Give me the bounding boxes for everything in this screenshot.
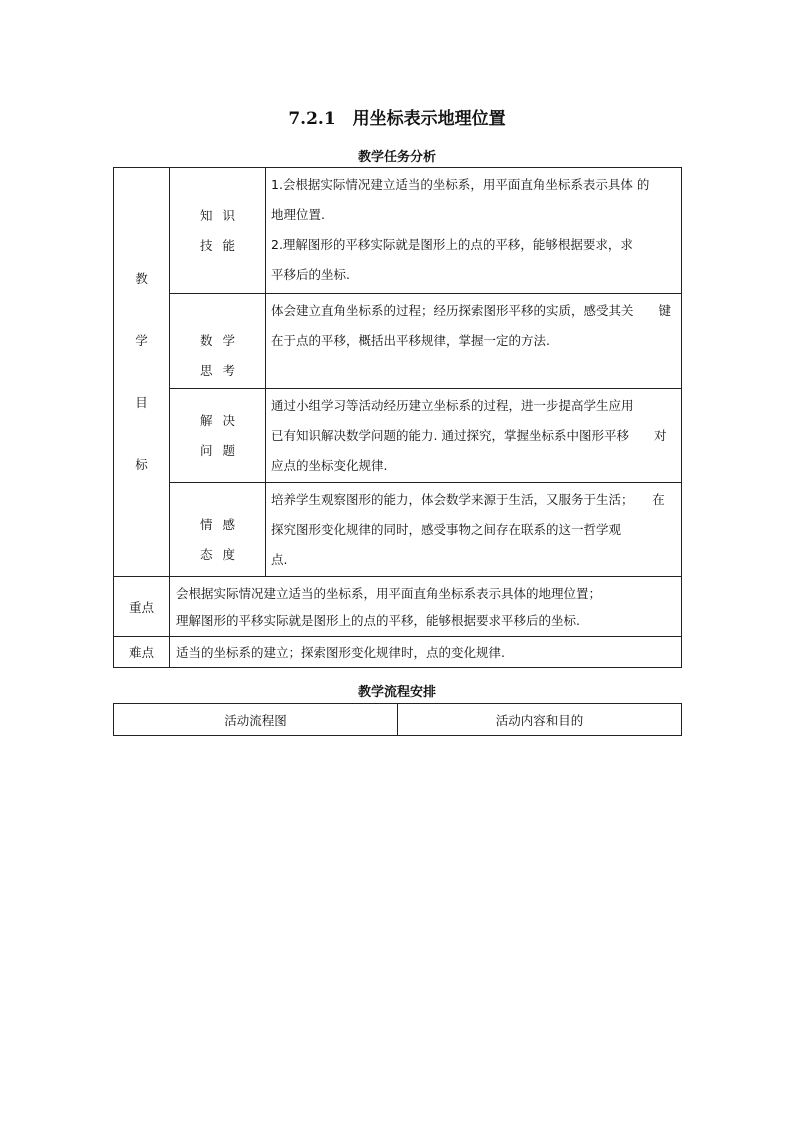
flow-header-chart: 活动流程图 [114,704,398,736]
goal-content-emotion-attitude: 培养学生观察图形的能力，体会数学来源于生活，又服务于生活； 在 探究图形变化规律的同时，感受事物之间存在联系的这一哲学观 点. [266,483,682,577]
teaching-flow-table [113,703,682,736]
goal-content-problem-solving: 通过小组学习等活动经历建立坐标系的过程，进一步提高学生应用 已有知识解决数学问题的能力. 通过探究，掌握坐标系中图形平移 对 应点的坐标变化规律. [266,389,682,483]
difficulty-content: 适当的坐标系的建立；探索图形变化规律时，点的变化规律. [170,637,682,668]
page-title: 7.2.1 用坐标表示地理位置 [288,109,506,129]
goal-category-math-thinking: 数学 思考 [170,294,266,389]
flow-header-content-purpose: 活动内容和目的 [398,704,682,736]
goal-content-knowledge-skills: 1.会根据实际情况建立适当的坐标系，用平面直角坐标系表示具体 的 地理位置. 2.理解图形的平移实际就是图形上的点的平移，能够根据要求，求 平移后的坐标. [266,168,682,294]
difficulty-label: 难点 [114,637,170,668]
goal-content-math-thinking: 体会建立直角坐标系的过程；经历探索图形平移的实质，感受其关 键 在于点的平移，概括出平移规律，掌握一定的方法. [266,294,682,389]
task-analysis-table [113,167,682,668]
teaching-goals-label: 教 学 目 标 [114,168,170,577]
goal-category-emotion-attitude: 情感 态度 [170,483,266,577]
section-title-teaching-flow: 教学流程安排 [357,685,436,700]
key-point-label: 重点 [114,577,170,637]
key-point-content: 会根据实际情况建立适当的坐标系，用平面直角坐标系表示具体的地理位置； 理解图形的平移实际就是图形上的点的平移，能够根据要求平移后的坐标. [170,577,682,637]
goal-category-problem-solving: 解决 问题 [170,389,266,483]
section-title-task-analysis: 教学任务分析 [357,150,436,165]
goal-category-knowledge-skills: 知识 技能 [170,168,266,294]
